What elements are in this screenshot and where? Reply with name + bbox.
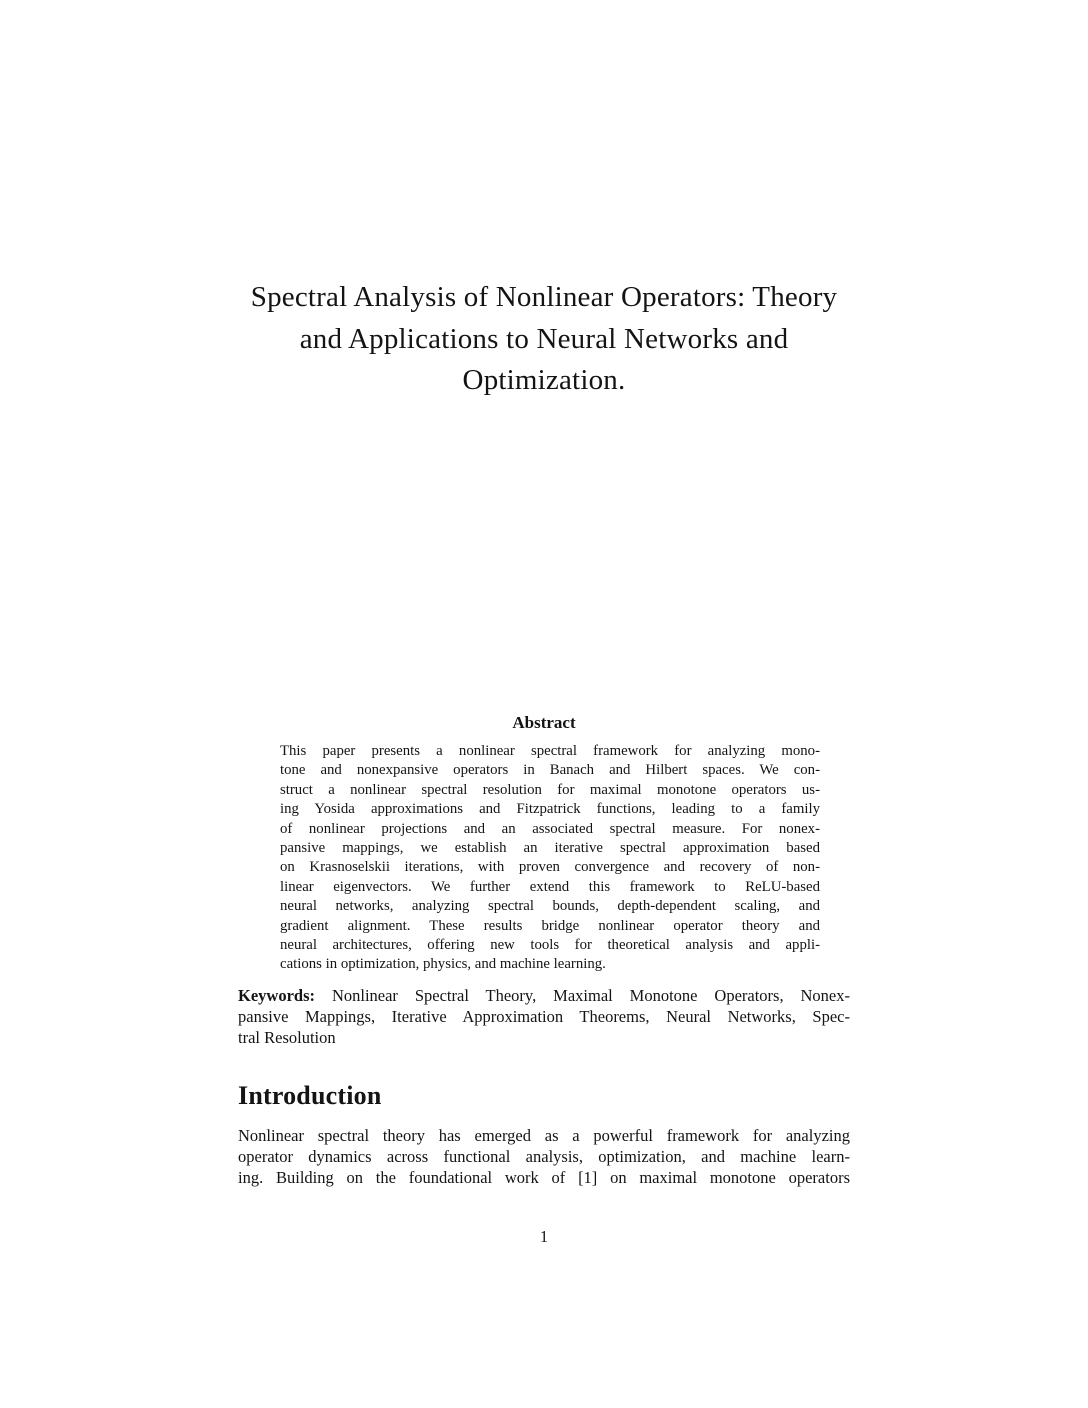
keywords-paragraph [238, 985, 850, 1049]
text-line: This paper presents a nonlinear spectral framework for analyzing mono- [280, 743, 820, 759]
page-number: 1 [539, 1227, 549, 1246]
text-line: tone and nonexpansive operators in Banach and Hilbert spaces. We con- [280, 762, 820, 779]
text-line: ing Yosida approximations and Fitzpatrick functions, leading to a family [280, 801, 820, 818]
text-line: of nonlinear projections and an associated spectral measure. For nonex- [280, 820, 820, 837]
text-line: pansive Mappings, Iterative Approximation Theorems, Neural Networks, Spec- [238, 1007, 850, 1027]
text-line: cations in optimization, physics, and machine learning. [280, 956, 606, 973]
text-line: ing. Building on the foundational work of [1] on maximal monotone operators [238, 1168, 850, 1188]
text-line: Nonlinear spectral theory has emerged as a powerful framework for analyzing [238, 1126, 850, 1145]
text-line: operator dynamics across functional analysis, optimization, and machine learn- [238, 1147, 850, 1167]
text-line: tral Resolution [238, 1028, 336, 1048]
text-line: gradient alignment. These results bridge nonlinear operator theory and [280, 917, 820, 934]
text-line: on Krasnoselskii iterations, with proven convergence and recovery of non- [280, 859, 820, 876]
text-line: pansive mappings, we establish an iterative spectral approximation based [280, 840, 820, 857]
abstract-body [280, 742, 820, 975]
text-line: neural architectures, offering new tools for theoretical analysis and appli- [280, 937, 820, 954]
paper-title-line: Spectral Analysis of Nonlinear Operators: Theory [250, 281, 838, 313]
text-line: linear eigenvectors. We further extend this framework to ReLU-based [280, 878, 820, 895]
paper-title-line: and Applications to Neural Networks and [299, 322, 789, 355]
paper-title [0, 277, 1088, 402]
text-line: struct a nonlinear spectral resolution for maximal monotone operators us- [280, 781, 820, 798]
paper-title-line: Optimization. [462, 364, 626, 396]
introduction-heading: Introduction [238, 1081, 382, 1110]
text-line: neural networks, analyzing spectral bounds, depth-dependent scaling, and [280, 898, 820, 915]
abstract-heading: Abstract [512, 713, 576, 732]
keywords-text: Nonlinear Spectral Theory, Maximal Monotone Operators, Nonex- [331, 986, 850, 1005]
text-line [238, 985, 850, 1006]
introduction-paragraph [238, 1125, 850, 1189]
keywords-label: Keywords: [238, 986, 315, 1005]
